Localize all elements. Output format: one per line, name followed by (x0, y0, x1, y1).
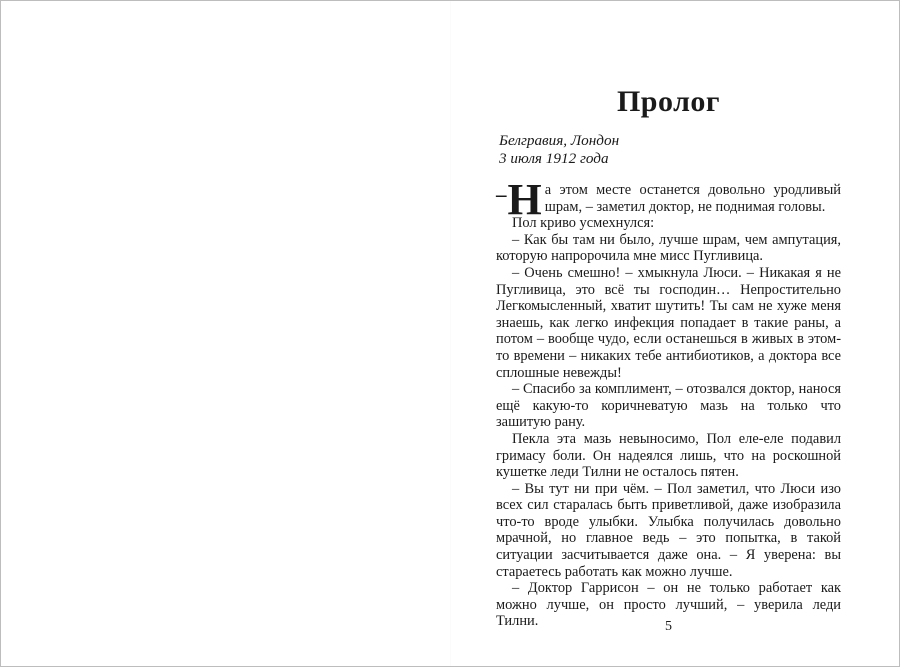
page-number: 5 (665, 619, 672, 634)
dropcap-letter: Н (507, 175, 542, 224)
chapter-place: Белгравия, Лондон (499, 132, 620, 149)
paragraph: – Как бы там ни было, лучше шрам, чем ампутация, которую напророчила мне мисс Пугливица. (496, 231, 841, 265)
paragraph-text: а этом месте останется довольно уродливый шрам, – заметил доктор, не поднимая головы. (544, 182, 841, 215)
paragraph: – Доктор Гаррисон – он не только работает как можно лучше, он просто лучший, – уверила леди Тилни. (496, 580, 841, 630)
paragraph: – Очень смешно! – хмыкнула Люси. – Никакая я не Пугливица, это всё ты господин… Непростительно Легкомысленный, хватит шутить! Ты сам не хуже меня знаешь, как легко инфекция попадает в такие раны, а потом – вообще чудо, если останешься в живых в этом-то времени – никаких тебе антибиотиков, а доктора все сплошные невежды! (496, 264, 841, 381)
page-gutter (450, 1, 451, 666)
paragraph: – Вы тут ни при чём. – Пол заметил, что Люси изо всех сил старалась быть приветливой, даже изобразила что-то вроде улыбки. Улыбка получилась довольно мрачной, но главное ведь – это попытка, в такой ситуации засчитывается даже она. – Я уверена: вы стараетесь работать как можно лучше. (496, 480, 841, 580)
body-text (496, 175, 841, 630)
chapter-date: 3 июля 1912 года (499, 150, 609, 167)
chapter-title: Пролог (616, 85, 721, 118)
paragraph: Пол криво усмехнулся: (512, 215, 655, 232)
dropcap-dash: – (496, 182, 507, 206)
dropcap-block (496, 175, 542, 224)
right-page (496, 1, 841, 666)
paragraph: – Спасибо за комплимент, – отозвался доктор, нанося ещё какую-то коричневатую мазь на только что зашитую рану. (496, 381, 841, 431)
paragraph: Пекла эта мазь невыносимо, Пол еле-еле подавил гримасу боли. Он надеялся лишь, что на роскошной кушетке леди Тилни не осталось пятен. (496, 430, 841, 481)
